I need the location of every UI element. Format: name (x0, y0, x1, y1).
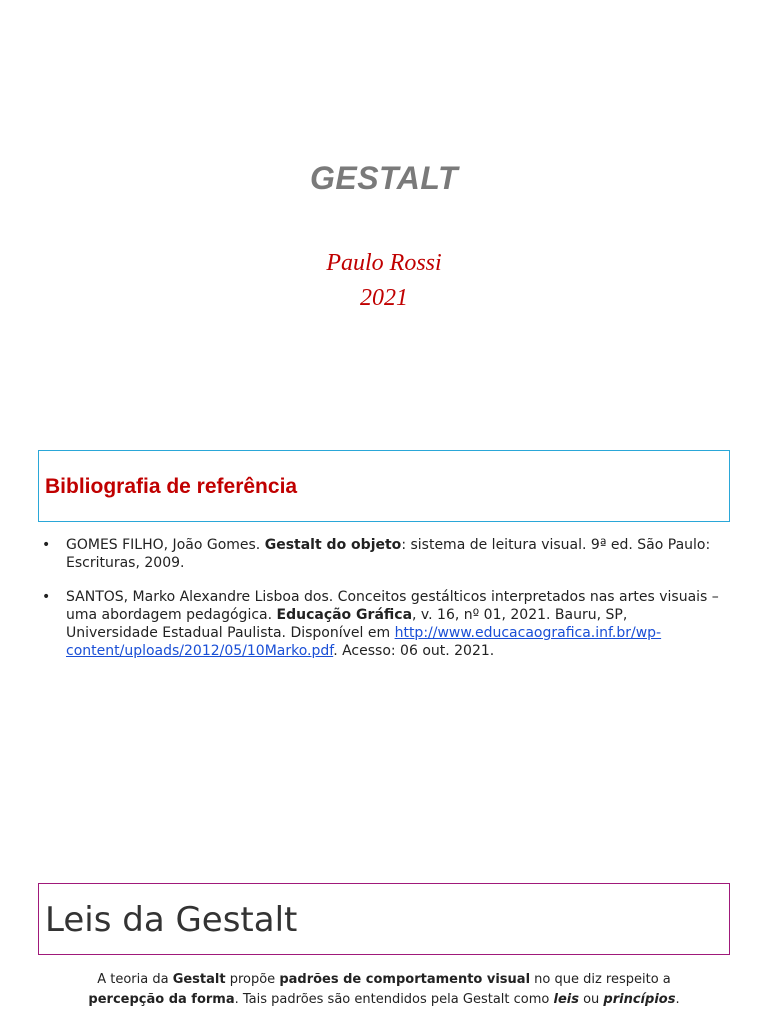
list-item (40, 536, 720, 572)
bibliography-heading: Bibliografia de referência (45, 475, 298, 498)
intro-emphasis-italic: leis (553, 992, 579, 1007)
reference-text: SANTOS, Marko Alexandre Lisboa dos. Conceitos gestálticos interpretados nas artes visuais – uma abordagem pedagógica. (66, 589, 719, 623)
intro-text: . Tais padrões são entendidos pela Gestalt como (234, 992, 554, 1007)
reference-text: GOMES FILHO, João Gomes. (66, 537, 265, 553)
reference-link[interactable]: http://www.educacaografica.inf.br/wp-content/uploads/2012/05/10Marko.pdf (66, 625, 662, 659)
document-title: GESTALT (309, 160, 459, 196)
reference-journal: Educação Gráfica (276, 607, 413, 623)
list-item (40, 588, 720, 660)
intro-emphasis: percepção da forma (88, 992, 235, 1007)
intro-paragraph (40, 970, 728, 1010)
intro-emphasis-italic: princípios (603, 992, 676, 1007)
intro-emphasis: padrões de comportamento visual (279, 972, 531, 987)
bullet-icon: • (42, 589, 51, 605)
intro-text: A teoria da (97, 972, 173, 987)
reference-list (40, 536, 720, 676)
intro-emphasis: Gestalt (172, 972, 226, 987)
intro-text: propõe (225, 972, 280, 987)
reference-text: . Acesso: 06 out. 2021. (333, 643, 495, 659)
intro-emphasis (553, 992, 578, 1007)
intro-text: ou (578, 992, 604, 1007)
intro-emphasis (603, 992, 675, 1007)
reference-title: Gestalt do objeto (264, 537, 402, 553)
leis-heading-box (38, 883, 730, 955)
document-year: 2021 (360, 285, 408, 311)
author-name: Paulo Rossi (326, 250, 442, 276)
bullet-icon: • (42, 537, 51, 553)
intro-text: no que diz respeito a (530, 972, 671, 987)
reference-text: , v. 16, nº 01, 2021. Bauru, SP, Universidade Estadual Paulista. Disponível em (66, 607, 628, 641)
leis-heading: Leis da Gestalt (45, 900, 298, 940)
reference-text: : sistema de leitura visual. 9ª ed. São Paulo: Escrituras, 2009. (66, 537, 711, 571)
bibliography-heading-box (38, 450, 730, 522)
intro-text: . (675, 992, 680, 1007)
